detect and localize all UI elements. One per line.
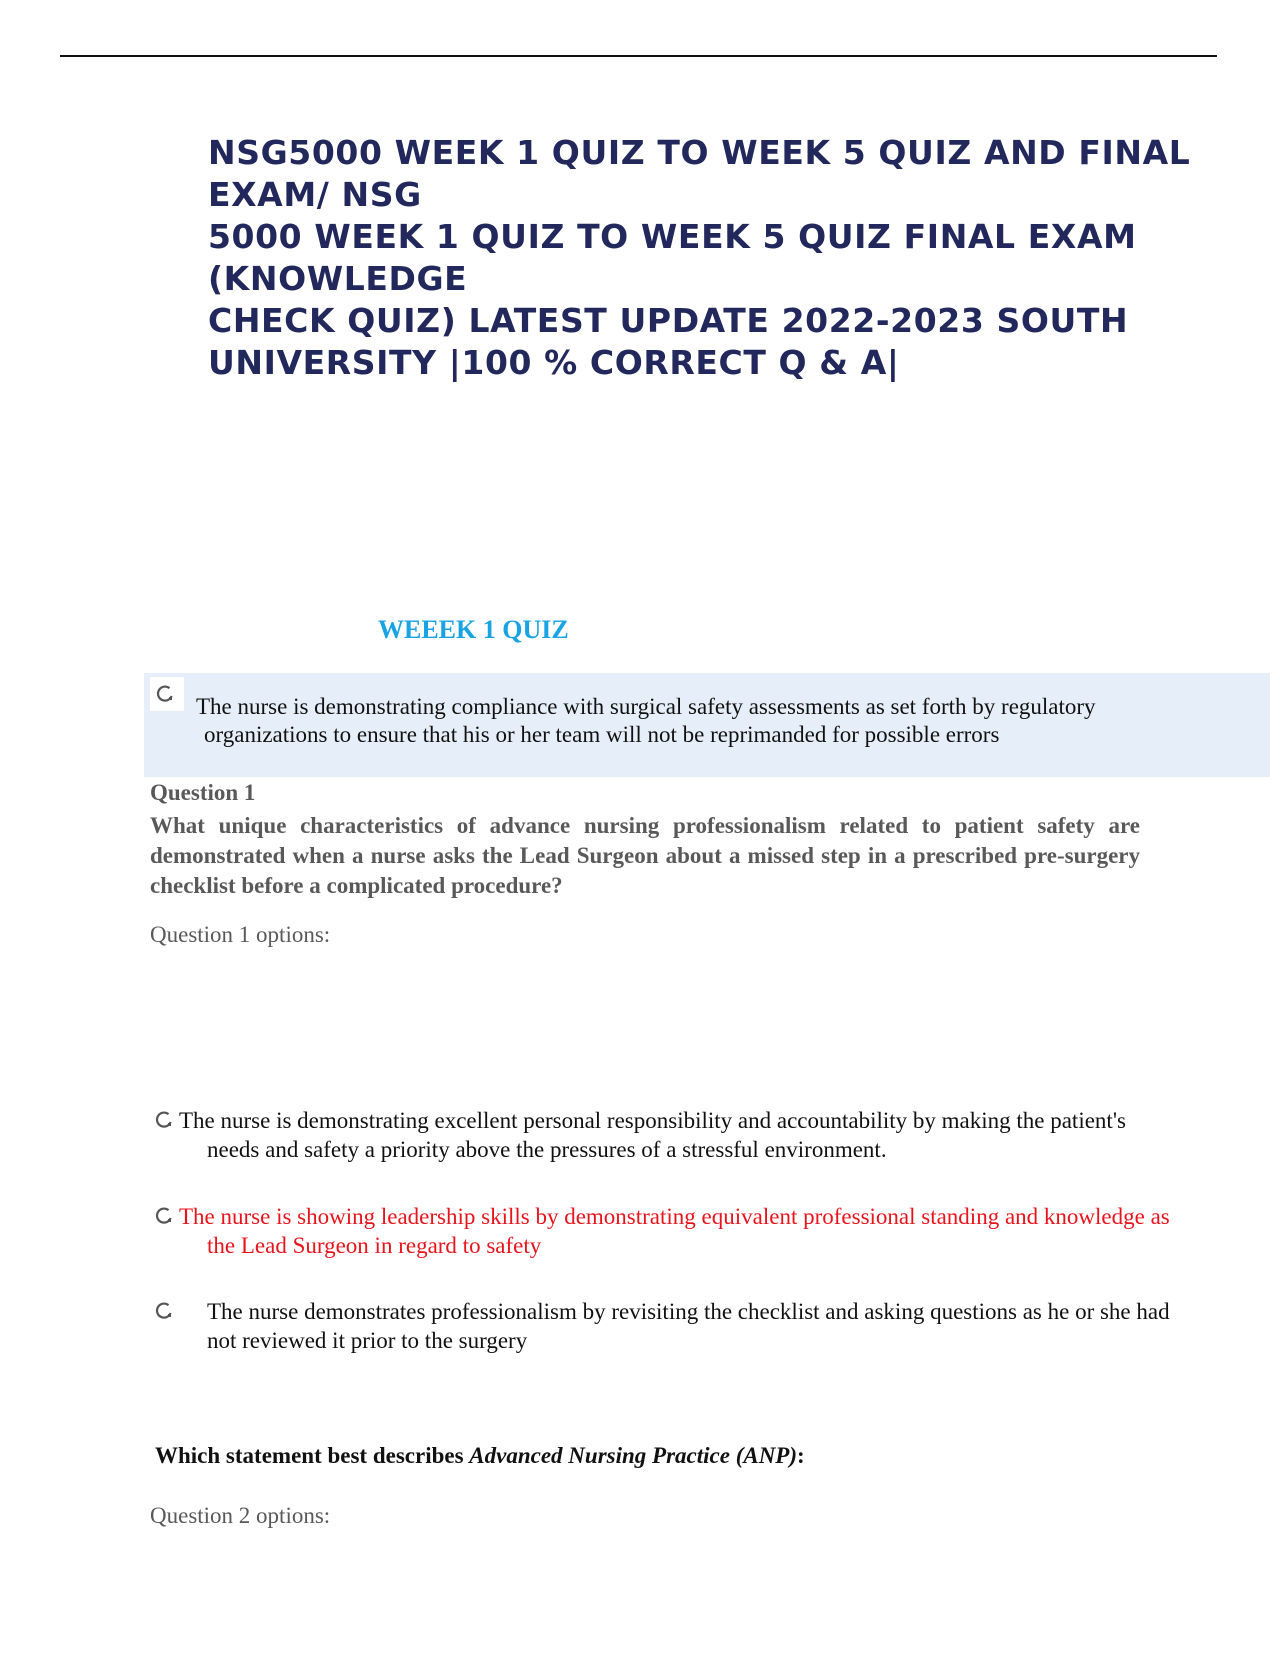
option-line-2: the Lead Surgeon in regard to safety xyxy=(207,1233,542,1258)
section-heading: WEEEK 1 QUIZ xyxy=(378,615,569,644)
option-line-1: The nurse demonstrates professionalism by revisiting the checklist and asking questions as he or she had xyxy=(207,1299,1170,1324)
radio-button-icon[interactable] xyxy=(155,1302,173,1320)
title-line-2: EXAM/ NSG xyxy=(208,175,422,214)
question-1-options-label: Question 1 options: xyxy=(150,922,331,947)
question-2-text xyxy=(155,1443,805,1469)
option-line-2: needs and safety a priority above the pressures of a stressful environment. xyxy=(207,1137,887,1162)
radio-button-icon[interactable] xyxy=(155,1207,173,1225)
radio-frame xyxy=(150,677,184,711)
title-line-5: CHECK QUIZ) LATEST UPDATE 2022-2023 SOUTH xyxy=(208,301,1129,340)
question-1-text: What unique characteristics of advance nursing professionalism related to patient safety are demonstrated when a nurse asks the Lead Surgeon about a missed step in a prescribed pre-surgery checklist before a complicated procedure? xyxy=(150,813,1140,898)
option-text xyxy=(179,1202,1170,1260)
option-line-1: The nurse is showing leadership skills by demonstrating equivalent professional standing and knowledge as xyxy=(179,1204,1170,1229)
question-2-suffix: : xyxy=(797,1443,805,1468)
question-1-option-2-correct[interactable] xyxy=(155,1202,1265,1262)
option-line-1: The nurse is demonstrating excellent personal responsibility and accountability by making the patient's xyxy=(179,1108,1126,1133)
radio-button-icon[interactable] xyxy=(155,1111,173,1129)
highlighted-answer-text xyxy=(196,693,1256,749)
highlighted-answer-line-1: The nurse is demonstrating compliance with surgical safety assessments as set forth by regulatory xyxy=(196,694,1096,719)
option-text xyxy=(179,1106,1126,1164)
question-1-option-3[interactable] xyxy=(155,1297,1265,1357)
highlighted-answer xyxy=(144,673,1270,777)
question-1-option-1[interactable] xyxy=(155,1106,1265,1166)
title-line-4: (KNOWLEDGE xyxy=(208,259,468,298)
option-text xyxy=(207,1297,1170,1355)
radio-button-icon[interactable] xyxy=(156,685,174,703)
option-line-2: not reviewed it prior to the surgery xyxy=(207,1328,528,1353)
document-title xyxy=(208,132,1228,384)
top-rule xyxy=(60,55,1217,57)
question-2-emphasis: Advanced Nursing Practice (ANP) xyxy=(469,1443,798,1468)
title-line-3: 5000 WEEK 1 QUIZ TO WEEK 5 QUIZ FINAL EXAM xyxy=(208,217,1137,256)
question-1-label: Question 1 xyxy=(150,780,256,805)
question-2-prefix: Which statement best describes xyxy=(155,1443,470,1468)
title-line-6: UNIVERSITY |100 % CORRECT Q & A| xyxy=(208,343,900,382)
title-line-1: NSG5000 WEEK 1 QUIZ TO WEEK 5 QUIZ AND FINAL xyxy=(208,133,1191,172)
highlighted-answer-line-2: organizations to ensure that his or her team will not be reprimanded for possible errors xyxy=(204,722,1000,747)
question-2-options-label: Question 2 options: xyxy=(150,1503,331,1528)
